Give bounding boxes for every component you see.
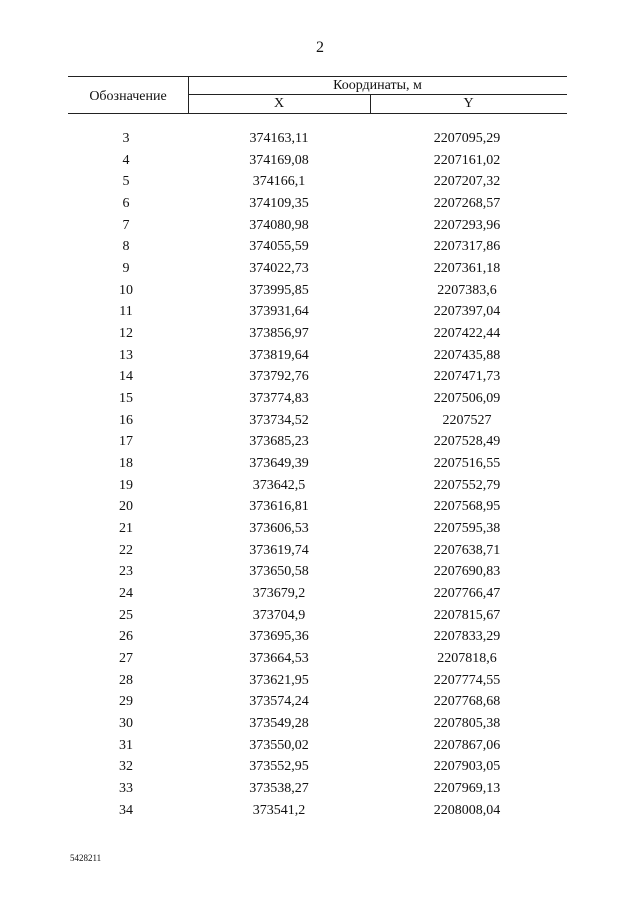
y-coordinate: 2207568,95 (433, 499, 501, 515)
point-designation: 26 (119, 629, 133, 645)
y-coordinate: 2207471,73 (433, 369, 501, 385)
x-coordinate: 373549,28 (249, 716, 309, 732)
point-designation: 5 (122, 174, 130, 190)
table-row (68, 583, 567, 605)
x-coordinate: 374022,73 (249, 261, 309, 277)
point-designation: 7 (122, 217, 130, 233)
x-coordinate: 373734,52 (249, 412, 309, 428)
table-row (68, 323, 567, 345)
y-coordinate: 2207161,02 (433, 152, 501, 168)
point-designation: 17 (119, 434, 133, 450)
point-designation: 6 (122, 196, 130, 212)
table-row (68, 366, 567, 388)
table-row (68, 280, 567, 302)
table-row (68, 691, 567, 713)
point-designation: 34 (119, 802, 133, 818)
x-coordinate: 373704,9 (252, 607, 306, 623)
point-designation: 8 (122, 239, 130, 255)
x-coordinate: 374166,1 (252, 174, 306, 190)
point-designation: 31 (119, 737, 133, 753)
point-designation: 4 (122, 152, 130, 168)
point-designation: 21 (119, 521, 133, 537)
y-coordinate: 2207552,79 (433, 477, 501, 493)
table-row (68, 648, 567, 670)
y-coordinate: 2207833,29 (433, 629, 501, 645)
point-designation: 11 (119, 304, 133, 320)
y-coordinate: 2207207,32 (433, 174, 501, 190)
header-bottom-rule (68, 113, 567, 114)
x-coordinate: 373552,95 (249, 759, 309, 775)
point-designation: 10 (119, 282, 133, 298)
x-coordinate: 374080,98 (249, 217, 309, 233)
document-number: 5428211 (70, 853, 102, 863)
y-coordinate: 2207768,68 (433, 694, 501, 710)
y-coordinate: 2207435,88 (433, 347, 501, 363)
point-designation: 24 (119, 586, 133, 602)
y-coordinate: 2207527 (442, 412, 492, 428)
point-designation: 16 (119, 412, 133, 428)
table-row (68, 236, 567, 258)
x-coordinate: 373679,2 (252, 586, 306, 602)
y-coordinate: 2207383,6 (437, 282, 497, 298)
table-row (68, 215, 567, 237)
point-designation: 30 (119, 716, 133, 732)
point-designation: 18 (119, 456, 133, 472)
point-designation: 15 (119, 391, 133, 407)
x-coordinate: 373538,27 (249, 781, 309, 797)
point-designation: 19 (119, 477, 133, 493)
x-coordinate: 373619,74 (249, 542, 309, 558)
table-row (68, 713, 567, 735)
point-designation: 14 (119, 369, 133, 385)
point-designation: 13 (119, 347, 133, 363)
x-coordinate: 373616,81 (249, 499, 309, 515)
x-coordinate: 374169,08 (249, 152, 309, 168)
y-coordinate: 2207969,13 (433, 781, 501, 797)
x-coordinate: 373685,23 (249, 434, 309, 450)
y-coordinate: 2207867,06 (433, 737, 501, 753)
x-coordinate: 373649,39 (249, 456, 309, 472)
y-coordinate: 2207095,29 (433, 131, 501, 146)
point-designation: 12 (119, 326, 133, 342)
point-designation: 23 (119, 564, 133, 580)
y-coordinate: 2207361,18 (433, 261, 501, 277)
x-coordinate: 373621,95 (249, 672, 309, 688)
y-coordinate: 2207638,71 (433, 542, 501, 558)
table-row (68, 735, 567, 757)
y-coordinate: 2207397,04 (433, 304, 501, 320)
point-designation: 28 (119, 672, 133, 688)
point-designation: 32 (119, 759, 133, 775)
table-row (68, 258, 567, 280)
table-row (68, 345, 567, 367)
y-coordinate: 2207818,6 (437, 651, 497, 667)
point-designation: 20 (119, 499, 133, 515)
table-row (68, 670, 567, 692)
y-coordinate: 2207766,47 (433, 586, 501, 602)
point-designation: 27 (119, 651, 133, 667)
y-coordinate: 2207422,44 (433, 326, 501, 342)
y-coordinate: 2207595,38 (433, 521, 501, 537)
x-coordinate: 373819,64 (249, 347, 309, 363)
table-row (68, 128, 567, 150)
header-designation: Обозначение (89, 89, 167, 104)
y-coordinate: 2207690,83 (433, 564, 501, 580)
point-designation: 25 (119, 607, 133, 623)
table-row (68, 800, 567, 822)
point-designation: 3 (122, 131, 130, 146)
x-coordinate: 373774,83 (249, 391, 309, 407)
y-coordinate: 2207516,55 (433, 456, 501, 472)
table-row (68, 431, 567, 453)
y-coordinate: 2207903,05 (433, 759, 501, 775)
table-row (68, 605, 567, 627)
x-coordinate: 373606,53 (249, 521, 309, 537)
table-row (68, 778, 567, 800)
x-coordinate: 373792,76 (249, 369, 309, 385)
table-body (68, 128, 567, 822)
point-designation: 33 (119, 781, 133, 797)
y-coordinate: 2207815,67 (433, 607, 501, 623)
x-coordinate: 373664,53 (249, 651, 309, 667)
x-coordinate: 373550,02 (249, 737, 309, 753)
table-row (68, 171, 567, 193)
table-row (68, 561, 567, 583)
table-row (68, 756, 567, 778)
y-coordinate: 2207528,49 (433, 434, 501, 450)
table-row (68, 150, 567, 172)
x-coordinate: 374055,59 (249, 239, 309, 255)
header-x: X (273, 96, 285, 111)
x-coordinate: 373642,5 (252, 477, 306, 493)
y-coordinate: 2207268,57 (433, 196, 501, 212)
x-coordinate: 374109,35 (249, 196, 309, 212)
x-coordinate: 373931,64 (249, 304, 309, 320)
table-row (68, 496, 567, 518)
y-coordinate: 2207506,09 (433, 391, 501, 407)
point-designation: 9 (122, 261, 130, 277)
point-designation: 22 (119, 542, 133, 558)
x-coordinate: 373995,85 (249, 282, 309, 298)
x-coordinate: 373574,24 (249, 694, 309, 710)
table-row (68, 518, 567, 540)
table-row (68, 301, 567, 323)
header-coordinates: Координаты, м (333, 78, 422, 93)
x-coordinate: 373856,97 (249, 326, 309, 342)
y-coordinate: 2208008,04 (433, 802, 501, 818)
y-coordinate: 2207774,55 (433, 672, 501, 688)
table-row (68, 410, 567, 432)
y-coordinate: 2207805,38 (433, 716, 501, 732)
table-row (68, 193, 567, 215)
page-number: 2 (316, 39, 324, 56)
table-row (68, 475, 567, 497)
x-coordinate: 373695,36 (249, 629, 309, 645)
y-coordinate: 2207293,96 (433, 217, 501, 233)
header-y: Y (463, 96, 474, 111)
table-row (68, 626, 567, 648)
x-coordinate: 373541,2 (252, 802, 306, 818)
table-row (68, 388, 567, 410)
x-coordinate: 373650,58 (249, 564, 309, 580)
table-row (68, 540, 567, 562)
table-row (68, 453, 567, 475)
point-designation: 29 (119, 694, 133, 710)
x-coordinate: 374163,11 (249, 131, 309, 146)
y-coordinate: 2207317,86 (433, 239, 501, 255)
